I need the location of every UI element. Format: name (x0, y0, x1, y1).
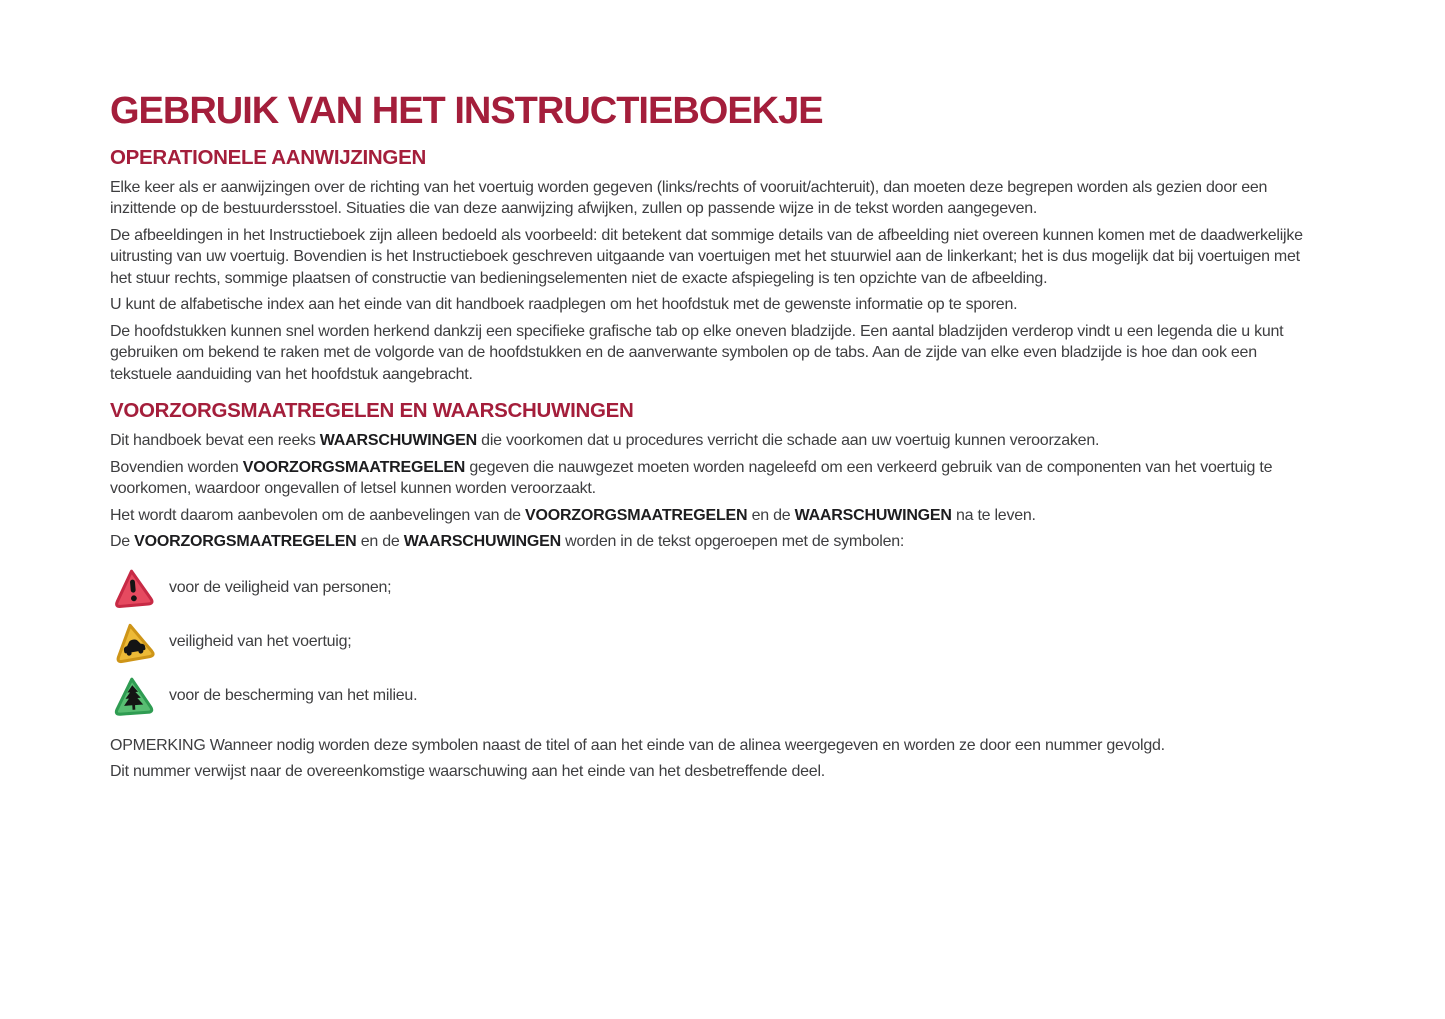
section-heading-operationele-aanwijzingen: OPERATIONELE AANWIJZINGEN (110, 145, 426, 169)
warning-exclamation-triangle-icon (108, 562, 158, 614)
page-title: GEBRUIK VAN HET INSTRUCTIEBOEKJE (110, 90, 823, 132)
note-paragraph: Dit nummer verwijst naar de overeenkomstige waarschuwing aan het einde van het desbetreffende deel. (110, 763, 825, 781)
symbol-row-environment (110, 669, 1306, 723)
symbol-label: voor de veiligheid van personen; (169, 578, 392, 596)
vehicle-warning-triangle-icon (106, 614, 160, 669)
note-paragraph: OPMERKING Wanneer nodig worden deze symbolen naast de titel of aan het einde van de alinea weergegeven en worden ze door een nummer gevolgd. (110, 736, 1165, 754)
paragraph: De afbeeldingen in het Instructieboek zijn alleen bedoeld als voorbeeld: dit betekent dat sommige details van de afbeelding niet overeen kunnen komen met de daadwerkelijke uitrusting van uw voertuig. Bovendien is het Instructieboek geschreven uitgaande van voertuigen met het stuurwiel aan de linkerkant; het is dus mogelijk dat bij voertuigen met het stuur rechts, sommige plaatsen of constructie van bedieningselementen niet de exacte afspiegeling is ten opzichte van de afbeelding. (110, 226, 1303, 287)
paragraph: Elke keer als er aanwijzingen over de richting van het voertuig worden gegeven (links/rechts of vooruit/achteruit), dan moeten deze begrepen worden als gezien door een inzittende op de bestuurdersstoel. Situaties die van deze aanwijzing afwijken, zullen op passende wijze in de tekst worden aangegeven. (110, 178, 1268, 218)
symbols-legend (110, 561, 1306, 723)
notes-block (110, 735, 1306, 783)
symbol-row-vehicle-safety (110, 615, 1306, 669)
paragraph: De VOORZORGSMAATREGELEN en de WAARSCHUWINGEN worden in de tekst opgeroepen met de symbolen: (110, 533, 905, 551)
environment-protection-triangle-icon (108, 670, 157, 721)
paragraph: De hoofdstukken kunnen snel worden herkend dankzij een specifieke grafische tab op elke oneven bladzijde. Een aantal bladzijden verderop vindt u een legenda die u kunt gebruiken om bekend te raken met de volgorde van de hoofdstukken en de aanverwante symbolen op de tabs. Aan de zijde van elke even bladzijde is hoe dan ook een tekstuele aanduiding van het hoofdstuk aangebracht. (110, 322, 1284, 383)
symbol-label: voor de bescherming van het milieu. (169, 686, 418, 704)
paragraph: U kunt de alfabetische index aan het einde van dit handboek raadplegen om het hoofdstuk met de gewenste informatie op te sporen. (110, 296, 1018, 314)
paragraph: Bovendien worden VOORZORGSMAATREGELEN gegeven die nauwgezet moeten worden nageleefd om een verkeerd gebruik van de componenten van het voertuig te voorkomen, waardoor ongevallen of letsel kunnen worden veroorzaakt. (110, 458, 1273, 498)
symbol-label: veiligheid van het voertuig; (169, 632, 352, 650)
symbol-row-person-safety (110, 561, 1306, 615)
manual-page (110, 92, 1306, 783)
section-heading-voorzorgsmaatregelen-en-waarschuwingen: VOORZORGSMAATREGELEN EN WAARSCHUWINGEN (110, 399, 634, 423)
paragraph: Dit handboek bevat een reeks WAARSCHUWINGEN die voorkomen dat u procedures verricht die schade aan uw voertuig kunnen veroorzaken. (110, 432, 1100, 450)
paragraph: Het wordt daarom aanbevolen om de aanbevelingen van de VOORZORGSMAATREGELEN en de WAARSCHUWINGEN na te leven. (110, 506, 1036, 524)
